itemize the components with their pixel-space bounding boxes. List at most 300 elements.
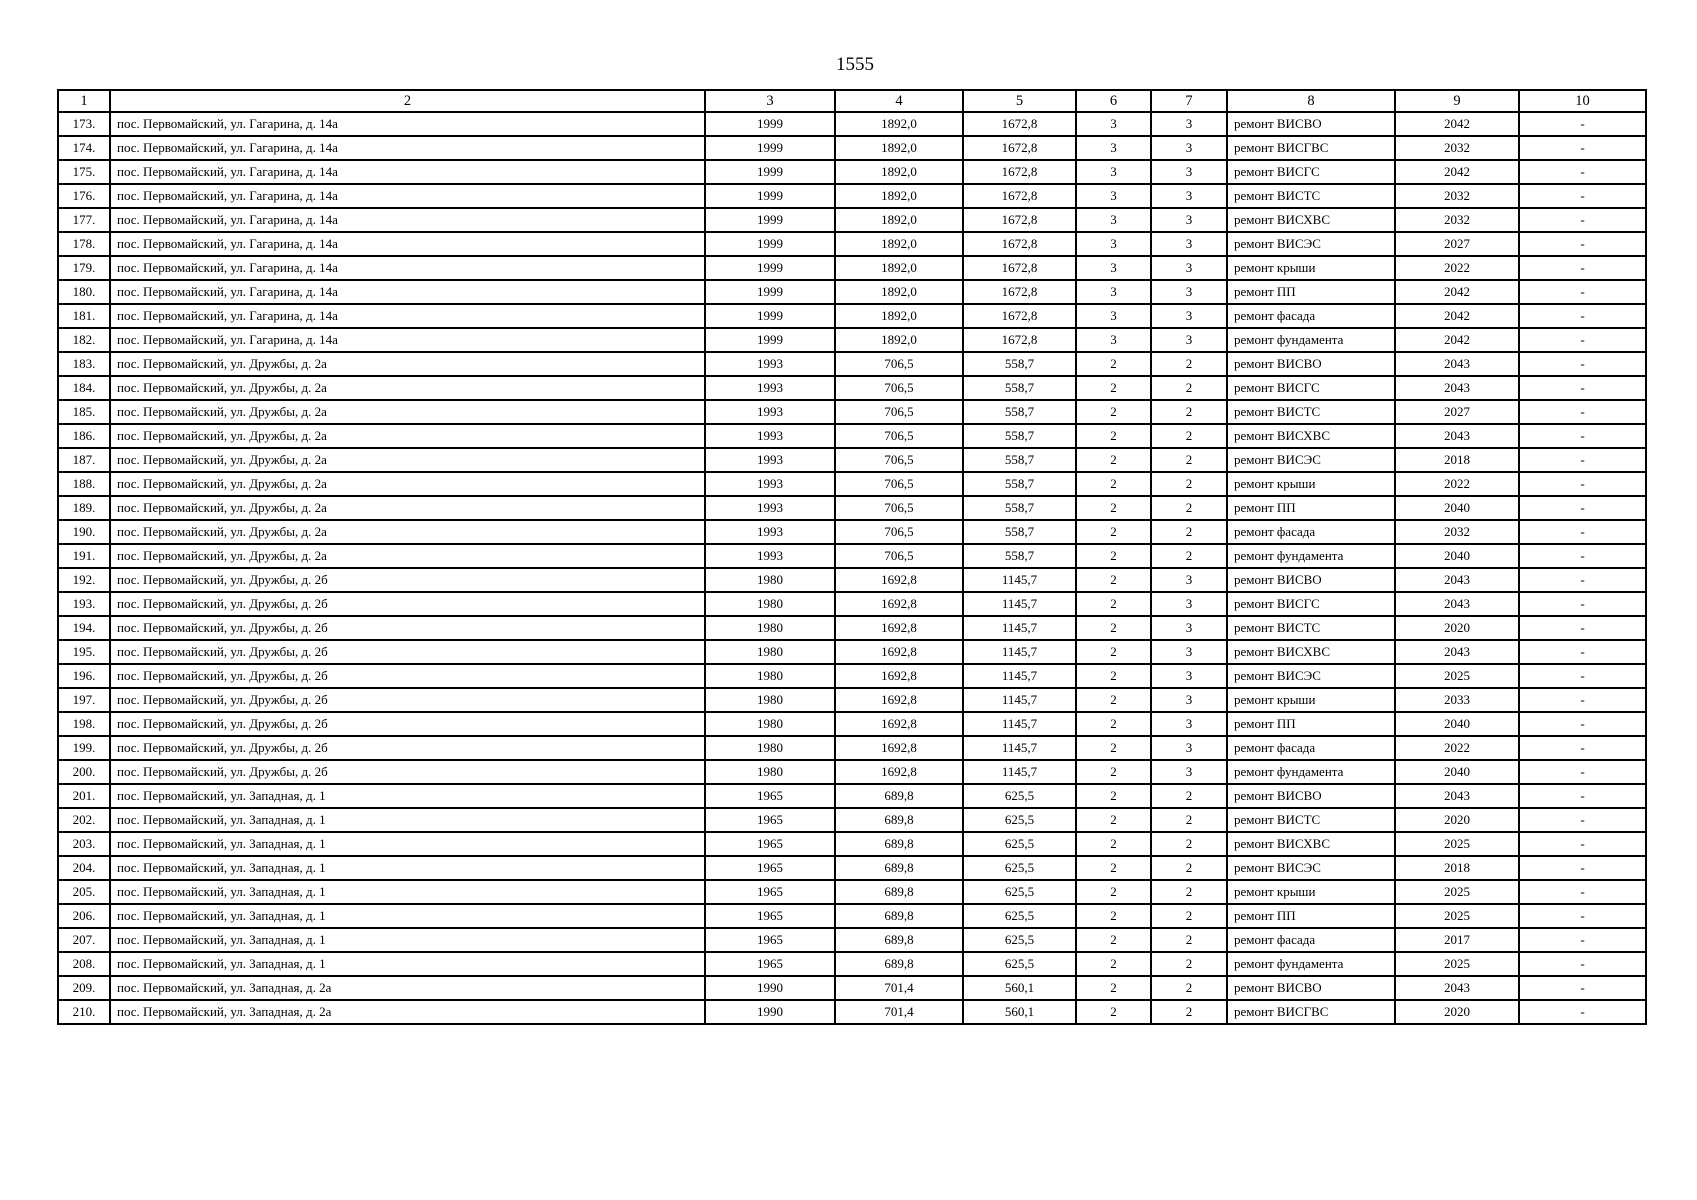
- total-area-cell: 1692,8: [835, 568, 963, 592]
- address-cell: пос. Первомайский, ул. Западная, д. 1: [110, 880, 705, 904]
- address-cell: пос. Первомайский, ул. Дружбы, д. 2а: [110, 400, 705, 424]
- entrances-cell: 3: [1151, 136, 1227, 160]
- row-number: 194.: [58, 616, 110, 640]
- work-type-cell: ремонт ВИСХВС: [1227, 640, 1395, 664]
- address-cell: пос. Первомайский, ул. Западная, д. 1: [110, 808, 705, 832]
- table-row: [58, 784, 1646, 808]
- planned-year-cell: 2025: [1395, 904, 1519, 928]
- work-type-cell: ремонт ВИСГВС: [1227, 136, 1395, 160]
- row-number: 180.: [58, 280, 110, 304]
- entrances-cell: 2: [1151, 544, 1227, 568]
- floors-cell: 2: [1076, 472, 1151, 496]
- year-built-cell: 1990: [705, 976, 835, 1000]
- year-built-cell: 1990: [705, 1000, 835, 1024]
- column-header: 10: [1519, 90, 1646, 112]
- work-type-cell: ремонт ВИСВО: [1227, 112, 1395, 136]
- row-number: 208.: [58, 952, 110, 976]
- work-type-cell: ремонт фасада: [1227, 928, 1395, 952]
- floors-cell: 3: [1076, 184, 1151, 208]
- work-type-cell: ремонт фундамента: [1227, 328, 1395, 352]
- entrances-cell: 2: [1151, 376, 1227, 400]
- address-cell: пос. Первомайский, ул. Западная, д. 1: [110, 832, 705, 856]
- table-row: [58, 496, 1646, 520]
- year-built-cell: 1999: [705, 232, 835, 256]
- note-cell: -: [1519, 448, 1646, 472]
- work-type-cell: ремонт фундамента: [1227, 952, 1395, 976]
- address-cell: пос. Первомайский, ул. Западная, д. 1: [110, 952, 705, 976]
- living-area-cell: 558,7: [963, 544, 1076, 568]
- address-cell: пос. Первомайский, ул. Западная, д. 1: [110, 928, 705, 952]
- entrances-cell: 3: [1151, 160, 1227, 184]
- entrances-cell: 3: [1151, 616, 1227, 640]
- table-row: [58, 904, 1646, 928]
- total-area-cell: 1892,0: [835, 328, 963, 352]
- work-type-cell: ремонт крыши: [1227, 472, 1395, 496]
- total-area-cell: 1892,0: [835, 136, 963, 160]
- floors-cell: 2: [1076, 376, 1151, 400]
- address-cell: пос. Первомайский, ул. Дружбы, д. 2б: [110, 664, 705, 688]
- year-built-cell: 1980: [705, 592, 835, 616]
- entrances-cell: 2: [1151, 400, 1227, 424]
- note-cell: -: [1519, 472, 1646, 496]
- total-area-cell: 689,8: [835, 784, 963, 808]
- entrances-cell: 3: [1151, 688, 1227, 712]
- planned-year-cell: 2042: [1395, 328, 1519, 352]
- address-cell: пос. Первомайский, ул. Западная, д. 1: [110, 784, 705, 808]
- total-area-cell: 706,5: [835, 544, 963, 568]
- planned-year-cell: 2042: [1395, 280, 1519, 304]
- planned-year-cell: 2033: [1395, 688, 1519, 712]
- total-area-cell: 1692,8: [835, 664, 963, 688]
- entrances-cell: 2: [1151, 496, 1227, 520]
- planned-year-cell: 2025: [1395, 880, 1519, 904]
- address-cell: пос. Первомайский, ул. Дружбы, д. 2б: [110, 736, 705, 760]
- work-type-cell: ремонт ПП: [1227, 496, 1395, 520]
- table-row: [58, 472, 1646, 496]
- year-built-cell: 1999: [705, 304, 835, 328]
- table-row: [58, 304, 1646, 328]
- table-row: [58, 1000, 1646, 1024]
- row-number: 200.: [58, 760, 110, 784]
- living-area-cell: 558,7: [963, 496, 1076, 520]
- work-type-cell: ремонт ВИСВО: [1227, 976, 1395, 1000]
- living-area-cell: 1672,8: [963, 136, 1076, 160]
- floors-cell: 3: [1076, 136, 1151, 160]
- total-area-cell: 706,5: [835, 352, 963, 376]
- planned-year-cell: 2043: [1395, 592, 1519, 616]
- row-number: 196.: [58, 664, 110, 688]
- row-number: 210.: [58, 1000, 110, 1024]
- page-number: 1555: [836, 54, 874, 75]
- row-number: 189.: [58, 496, 110, 520]
- living-area-cell: 558,7: [963, 400, 1076, 424]
- address-cell: пос. Первомайский, ул. Дружбы, д. 2б: [110, 592, 705, 616]
- note-cell: -: [1519, 928, 1646, 952]
- planned-year-cell: 2040: [1395, 496, 1519, 520]
- repair-schedule-table: [57, 89, 1647, 1025]
- row-number: 176.: [58, 184, 110, 208]
- note-cell: -: [1519, 352, 1646, 376]
- work-type-cell: ремонт ВИСГС: [1227, 160, 1395, 184]
- total-area-cell: 706,5: [835, 496, 963, 520]
- address-cell: пос. Первомайский, ул. Дружбы, д. 2а: [110, 496, 705, 520]
- note-cell: -: [1519, 496, 1646, 520]
- row-number: 183.: [58, 352, 110, 376]
- floors-cell: 2: [1076, 448, 1151, 472]
- table-row: [58, 136, 1646, 160]
- floors-cell: 3: [1076, 328, 1151, 352]
- living-area-cell: 1672,8: [963, 208, 1076, 232]
- floors-cell: 2: [1076, 616, 1151, 640]
- year-built-cell: 1999: [705, 112, 835, 136]
- year-built-cell: 1999: [705, 136, 835, 160]
- note-cell: -: [1519, 424, 1646, 448]
- living-area-cell: 1145,7: [963, 712, 1076, 736]
- floors-cell: 2: [1076, 976, 1151, 1000]
- floors-cell: 2: [1076, 832, 1151, 856]
- note-cell: -: [1519, 184, 1646, 208]
- planned-year-cell: 2042: [1395, 304, 1519, 328]
- year-built-cell: 1965: [705, 808, 835, 832]
- table-row: [58, 688, 1646, 712]
- table-row: [58, 616, 1646, 640]
- work-type-cell: ремонт ВИСХВС: [1227, 208, 1395, 232]
- total-area-cell: 1692,8: [835, 592, 963, 616]
- floors-cell: 2: [1076, 568, 1151, 592]
- table-row: [58, 280, 1646, 304]
- planned-year-cell: 2022: [1395, 736, 1519, 760]
- address-cell: пос. Первомайский, ул. Гагарина, д. 14а: [110, 328, 705, 352]
- work-type-cell: ремонт крыши: [1227, 688, 1395, 712]
- note-cell: -: [1519, 640, 1646, 664]
- table-row: [58, 808, 1646, 832]
- note-cell: -: [1519, 376, 1646, 400]
- address-cell: пос. Первомайский, ул. Дружбы, д. 2а: [110, 472, 705, 496]
- address-cell: пос. Первомайский, ул. Гагарина, д. 14а: [110, 136, 705, 160]
- year-built-cell: 1993: [705, 544, 835, 568]
- table-row: [58, 256, 1646, 280]
- row-number: 197.: [58, 688, 110, 712]
- note-cell: -: [1519, 544, 1646, 568]
- planned-year-cell: 2032: [1395, 520, 1519, 544]
- work-type-cell: ремонт ВИСВО: [1227, 352, 1395, 376]
- address-cell: пос. Первомайский, ул. Западная, д. 2а: [110, 976, 705, 1000]
- note-cell: -: [1519, 976, 1646, 1000]
- work-type-cell: ремонт ВИСТС: [1227, 616, 1395, 640]
- planned-year-cell: 2018: [1395, 856, 1519, 880]
- note-cell: -: [1519, 136, 1646, 160]
- total-area-cell: 1892,0: [835, 160, 963, 184]
- planned-year-cell: 2043: [1395, 640, 1519, 664]
- table-row: [58, 712, 1646, 736]
- planned-year-cell: 2020: [1395, 1000, 1519, 1024]
- planned-year-cell: 2025: [1395, 952, 1519, 976]
- living-area-cell: 558,7: [963, 448, 1076, 472]
- total-area-cell: 1692,8: [835, 712, 963, 736]
- work-type-cell: ремонт ПП: [1227, 904, 1395, 928]
- work-type-cell: ремонт ВИСЭС: [1227, 856, 1395, 880]
- living-area-cell: 558,7: [963, 472, 1076, 496]
- work-type-cell: ремонт ВИСГВС: [1227, 1000, 1395, 1024]
- entrances-cell: 3: [1151, 712, 1227, 736]
- note-cell: -: [1519, 904, 1646, 928]
- living-area-cell: 625,5: [963, 880, 1076, 904]
- entrances-cell: 2: [1151, 856, 1227, 880]
- entrances-cell: 2: [1151, 832, 1227, 856]
- work-type-cell: ремонт фундамента: [1227, 760, 1395, 784]
- floors-cell: 2: [1076, 784, 1151, 808]
- row-number: 173.: [58, 112, 110, 136]
- row-number: 203.: [58, 832, 110, 856]
- year-built-cell: 1993: [705, 472, 835, 496]
- floors-cell: 2: [1076, 880, 1151, 904]
- total-area-cell: 1692,8: [835, 760, 963, 784]
- planned-year-cell: 2043: [1395, 976, 1519, 1000]
- planned-year-cell: 2040: [1395, 712, 1519, 736]
- planned-year-cell: 2022: [1395, 256, 1519, 280]
- living-area-cell: 625,5: [963, 952, 1076, 976]
- total-area-cell: 1692,8: [835, 640, 963, 664]
- year-built-cell: 1993: [705, 496, 835, 520]
- work-type-cell: ремонт ВИСВО: [1227, 568, 1395, 592]
- work-type-cell: ремонт ВИСВО: [1227, 784, 1395, 808]
- year-built-cell: 1980: [705, 736, 835, 760]
- living-area-cell: 625,5: [963, 856, 1076, 880]
- living-area-cell: 1672,8: [963, 160, 1076, 184]
- note-cell: -: [1519, 856, 1646, 880]
- total-area-cell: 689,8: [835, 904, 963, 928]
- row-number: 181.: [58, 304, 110, 328]
- total-area-cell: 706,5: [835, 448, 963, 472]
- floors-cell: 2: [1076, 688, 1151, 712]
- column-header: 7: [1151, 90, 1227, 112]
- year-built-cell: 1999: [705, 160, 835, 184]
- table-row: [58, 952, 1646, 976]
- table-row: [58, 328, 1646, 352]
- table-row: [58, 736, 1646, 760]
- column-header: 2: [110, 90, 705, 112]
- planned-year-cell: 2027: [1395, 400, 1519, 424]
- total-area-cell: 701,4: [835, 1000, 963, 1024]
- total-area-cell: 1892,0: [835, 256, 963, 280]
- floors-cell: 2: [1076, 520, 1151, 544]
- entrances-cell: 3: [1151, 304, 1227, 328]
- row-number: 184.: [58, 376, 110, 400]
- note-cell: -: [1519, 880, 1646, 904]
- address-cell: пос. Первомайский, ул. Дружбы, д. 2а: [110, 376, 705, 400]
- table-row: [58, 640, 1646, 664]
- note-cell: -: [1519, 688, 1646, 712]
- address-cell: пос. Первомайский, ул. Дружбы, д. 2б: [110, 760, 705, 784]
- total-area-cell: 1892,0: [835, 304, 963, 328]
- work-type-cell: ремонт ПП: [1227, 712, 1395, 736]
- total-area-cell: 706,5: [835, 424, 963, 448]
- total-area-cell: 1892,0: [835, 184, 963, 208]
- entrances-cell: 3: [1151, 760, 1227, 784]
- work-type-cell: ремонт ВИСХВС: [1227, 832, 1395, 856]
- planned-year-cell: 2043: [1395, 352, 1519, 376]
- row-number: 204.: [58, 856, 110, 880]
- floors-cell: 2: [1076, 640, 1151, 664]
- note-cell: -: [1519, 952, 1646, 976]
- year-built-cell: 1993: [705, 400, 835, 424]
- floors-cell: 2: [1076, 544, 1151, 568]
- entrances-cell: 3: [1151, 568, 1227, 592]
- floors-cell: 2: [1076, 808, 1151, 832]
- floors-cell: 2: [1076, 952, 1151, 976]
- living-area-cell: 1672,8: [963, 280, 1076, 304]
- floors-cell: 3: [1076, 256, 1151, 280]
- row-number: 192.: [58, 568, 110, 592]
- living-area-cell: 1672,8: [963, 184, 1076, 208]
- floors-cell: 2: [1076, 712, 1151, 736]
- column-header: 1: [58, 90, 110, 112]
- table-body: [58, 112, 1646, 1024]
- address-cell: пос. Первомайский, ул. Гагарина, д. 14а: [110, 256, 705, 280]
- entrances-cell: 2: [1151, 1000, 1227, 1024]
- entrances-cell: 3: [1151, 640, 1227, 664]
- floors-cell: 2: [1076, 760, 1151, 784]
- note-cell: -: [1519, 280, 1646, 304]
- table-row: [58, 856, 1646, 880]
- table-row: [58, 664, 1646, 688]
- note-cell: -: [1519, 616, 1646, 640]
- floors-cell: 2: [1076, 928, 1151, 952]
- planned-year-cell: 2018: [1395, 448, 1519, 472]
- year-built-cell: 1965: [705, 832, 835, 856]
- address-cell: пос. Первомайский, ул. Дружбы, д. 2б: [110, 640, 705, 664]
- year-built-cell: 1980: [705, 568, 835, 592]
- living-area-cell: 558,7: [963, 352, 1076, 376]
- table-row: [58, 400, 1646, 424]
- entrances-cell: 3: [1151, 736, 1227, 760]
- row-number: 185.: [58, 400, 110, 424]
- row-number: 188.: [58, 472, 110, 496]
- address-cell: пос. Первомайский, ул. Дружбы, д. 2а: [110, 520, 705, 544]
- entrances-cell: 2: [1151, 472, 1227, 496]
- year-built-cell: 1993: [705, 520, 835, 544]
- entrances-cell: 3: [1151, 208, 1227, 232]
- work-type-cell: ремонт крыши: [1227, 880, 1395, 904]
- living-area-cell: 1672,8: [963, 328, 1076, 352]
- year-built-cell: 1980: [705, 760, 835, 784]
- floors-cell: 2: [1076, 1000, 1151, 1024]
- entrances-cell: 2: [1151, 424, 1227, 448]
- entrances-cell: 2: [1151, 352, 1227, 376]
- floors-cell: 3: [1076, 160, 1151, 184]
- planned-year-cell: 2027: [1395, 232, 1519, 256]
- year-built-cell: 1980: [705, 688, 835, 712]
- address-cell: пос. Первомайский, ул. Западная, д. 2а: [110, 1000, 705, 1024]
- address-cell: пос. Первомайский, ул. Гагарина, д. 14а: [110, 208, 705, 232]
- living-area-cell: 625,5: [963, 928, 1076, 952]
- note-cell: -: [1519, 1000, 1646, 1024]
- note-cell: -: [1519, 784, 1646, 808]
- total-area-cell: 701,4: [835, 976, 963, 1000]
- year-built-cell: 1993: [705, 376, 835, 400]
- living-area-cell: 1145,7: [963, 640, 1076, 664]
- entrances-cell: 3: [1151, 256, 1227, 280]
- column-header: 8: [1227, 90, 1395, 112]
- row-number: 179.: [58, 256, 110, 280]
- row-number: 186.: [58, 424, 110, 448]
- work-type-cell: ремонт ВИСТС: [1227, 184, 1395, 208]
- floors-cell: 2: [1076, 736, 1151, 760]
- floors-cell: 3: [1076, 208, 1151, 232]
- planned-year-cell: 2022: [1395, 472, 1519, 496]
- planned-year-cell: 2025: [1395, 664, 1519, 688]
- planned-year-cell: 2042: [1395, 160, 1519, 184]
- table-row: [58, 232, 1646, 256]
- year-built-cell: 1999: [705, 256, 835, 280]
- table-row: [58, 448, 1646, 472]
- row-number: 178.: [58, 232, 110, 256]
- address-cell: пос. Первомайский, ул. Дружбы, д. 2б: [110, 688, 705, 712]
- year-built-cell: 1965: [705, 952, 835, 976]
- row-number: 190.: [58, 520, 110, 544]
- note-cell: -: [1519, 112, 1646, 136]
- note-cell: -: [1519, 808, 1646, 832]
- row-number: 191.: [58, 544, 110, 568]
- planned-year-cell: 2043: [1395, 784, 1519, 808]
- floors-cell: 3: [1076, 112, 1151, 136]
- year-built-cell: 1999: [705, 328, 835, 352]
- entrances-cell: 2: [1151, 976, 1227, 1000]
- living-area-cell: 558,7: [963, 376, 1076, 400]
- work-type-cell: ремонт крыши: [1227, 256, 1395, 280]
- work-type-cell: ремонт ВИСХВС: [1227, 424, 1395, 448]
- living-area-cell: 1672,8: [963, 304, 1076, 328]
- living-area-cell: 625,5: [963, 808, 1076, 832]
- year-built-cell: 1965: [705, 904, 835, 928]
- note-cell: -: [1519, 160, 1646, 184]
- address-cell: пос. Первомайский, ул. Западная, д. 1: [110, 856, 705, 880]
- total-area-cell: 689,8: [835, 808, 963, 832]
- table-row: [58, 928, 1646, 952]
- entrances-cell: 3: [1151, 280, 1227, 304]
- address-cell: пос. Первомайский, ул. Гагарина, д. 14а: [110, 112, 705, 136]
- entrances-cell: 3: [1151, 328, 1227, 352]
- total-area-cell: 1692,8: [835, 688, 963, 712]
- entrances-cell: 3: [1151, 112, 1227, 136]
- table-row: [58, 376, 1646, 400]
- planned-year-cell: 2017: [1395, 928, 1519, 952]
- entrances-cell: 2: [1151, 928, 1227, 952]
- year-built-cell: 1993: [705, 424, 835, 448]
- year-built-cell: 1999: [705, 184, 835, 208]
- row-number: 198.: [58, 712, 110, 736]
- row-number: 209.: [58, 976, 110, 1000]
- total-area-cell: 689,8: [835, 856, 963, 880]
- table-row: [58, 520, 1646, 544]
- entrances-cell: 2: [1151, 880, 1227, 904]
- total-area-cell: 706,5: [835, 376, 963, 400]
- living-area-cell: 558,7: [963, 520, 1076, 544]
- floors-cell: 3: [1076, 280, 1151, 304]
- work-type-cell: ремонт фундамента: [1227, 544, 1395, 568]
- planned-year-cell: 2032: [1395, 184, 1519, 208]
- entrances-cell: 2: [1151, 784, 1227, 808]
- entrances-cell: 2: [1151, 904, 1227, 928]
- table-row: [58, 976, 1646, 1000]
- floors-cell: 2: [1076, 496, 1151, 520]
- row-number: 206.: [58, 904, 110, 928]
- note-cell: -: [1519, 568, 1646, 592]
- total-area-cell: 1892,0: [835, 232, 963, 256]
- table-row: [58, 112, 1646, 136]
- row-number: 201.: [58, 784, 110, 808]
- planned-year-cell: 2020: [1395, 616, 1519, 640]
